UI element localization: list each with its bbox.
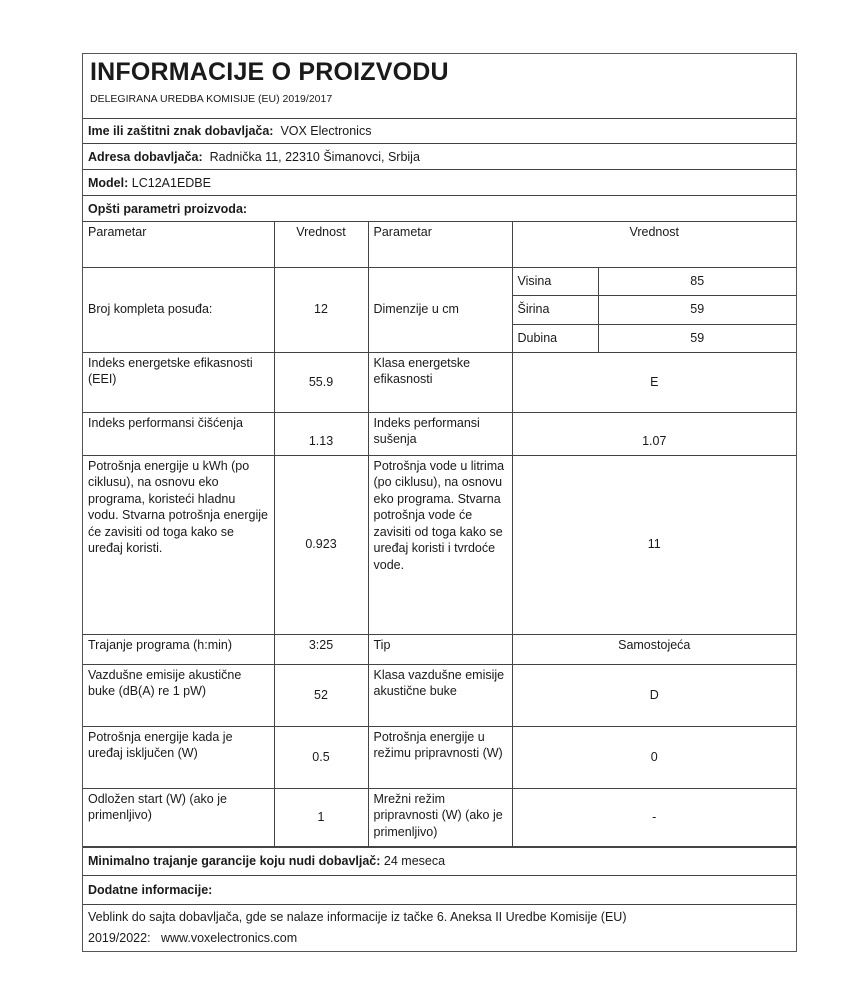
off-mode-power-value: 0.5 <box>274 726 368 788</box>
height-value: 85 <box>598 267 796 295</box>
water-consumption-label: Potrošnja vode u litrima (po ciklusu), na osnovu eko programa. Stvarna potrošnja vode će zavisiti od toga kako se uređaj koristi i tvrdoće vode. <box>368 455 512 634</box>
model-value: LC12A1EDBE <box>131 175 211 190</box>
noise-emission-label: Vazdušne emisije akustične buke (dB(A) re 1 pW) <box>83 664 274 726</box>
supplier-name-label: Ime ili zaštitni znak dobavljača: <box>88 124 274 138</box>
program-duration-value: 3:25 <box>274 634 368 664</box>
dimensions-label: Dimenzije u cm <box>368 267 512 352</box>
supplier-address-value: Radnička 11, 22310 Šimanovci, Srbija <box>209 149 420 164</box>
type-label: Tip <box>368 634 512 664</box>
energy-consumption-value: 0.923 <box>274 455 368 634</box>
product-information-sheet <box>82 53 797 952</box>
depth-label: Dubina <box>512 324 598 352</box>
place-settings-label: Broj kompleta posuđa: <box>83 267 274 352</box>
type-value: Samostojeća <box>512 634 796 664</box>
energy-class-value: E <box>512 352 796 412</box>
noise-class-label: Klasa vazdušne emisije akustične buke <box>368 664 512 726</box>
supplier-name-value: VOX Electronics <box>280 124 372 138</box>
network-standby-label: Mrežni režim pripravnosti (W) (ako je primenljivo) <box>368 788 512 846</box>
regulation-subtitle: DELEGIRANA UREDBA KOMISIJE (EU) 2019/2017 <box>90 93 333 105</box>
place-settings-value: 12 <box>274 267 368 352</box>
additional-info-row <box>83 876 796 905</box>
table-header-row <box>83 222 796 267</box>
additional-info-label: Dodatne informacije: <box>88 882 213 897</box>
water-consumption-value: 11 <box>512 455 796 634</box>
standby-power-label: Potrošnja energije u režimu pripravnosti (W) <box>368 726 512 788</box>
document-header <box>83 54 796 119</box>
model-label: Model: <box>88 175 129 190</box>
weblink-row <box>83 905 796 951</box>
drying-index-value: 1.07 <box>512 412 796 455</box>
width-label: Širina <box>512 295 598 324</box>
supplier-name-row <box>83 119 796 144</box>
noise-emission-value: 52 <box>274 664 368 726</box>
general-params-row <box>83 196 796 222</box>
table-row <box>83 634 796 664</box>
page-title: INFORMACIJE O PROIZVODU <box>90 58 449 86</box>
network-standby-value: - <box>512 788 796 846</box>
weblink-url[interactable]: www.voxelectronics.com <box>160 930 298 945</box>
standby-power-value: 0 <box>512 726 796 788</box>
warranty-row <box>83 847 796 876</box>
table-row <box>83 267 796 295</box>
table-row <box>83 788 796 846</box>
delay-start-value: 1 <box>274 788 368 846</box>
parameters-table <box>83 222 796 847</box>
eei-value: 55.9 <box>274 352 368 412</box>
program-duration-label: Trajanje programa (h:min) <box>83 634 274 664</box>
cleaning-index-value: 1.13 <box>274 412 368 455</box>
cleaning-index-label: Indeks performansi čišćenja <box>83 412 274 455</box>
table-row <box>83 726 796 788</box>
drying-index-label: Indeks performansi sušenja <box>368 412 512 455</box>
table-row <box>83 412 796 455</box>
general-params-label: Opšti parametri proizvoda: <box>88 201 248 216</box>
weblink-text: Veblink do sajta dobavljača, gde se nalaze informacije iz tačke 6. Aneksa II Uredbe Komisije (EU) 2019/2022: <box>88 909 627 945</box>
delay-start-label: Odložen start (W) (ako je primenljivo) <box>83 788 274 846</box>
warranty-label: Minimalno trajanje garancije koju nudi dobavljač: <box>88 854 381 868</box>
header-parameter-2: Parametar <box>368 222 512 267</box>
header-value-2: Vrednost <box>512 222 796 267</box>
header-value-1: Vrednost <box>274 222 368 267</box>
warranty-value: 24 meseca <box>383 854 446 868</box>
model-row <box>83 170 796 196</box>
noise-class-value: D <box>512 664 796 726</box>
header-parameter-1: Parametar <box>83 222 274 267</box>
off-mode-power-label: Potrošnja energije kada je uređaj isključen (W) <box>83 726 274 788</box>
table-row <box>83 352 796 412</box>
eei-label: Indeks energetske efikasnosti (EEI) <box>83 352 274 412</box>
height-label: Visina <box>512 267 598 295</box>
table-row <box>83 455 796 634</box>
table-row <box>83 664 796 726</box>
depth-value: 59 <box>598 324 796 352</box>
energy-class-label: Klasa energetske efikasnosti <box>368 352 512 412</box>
supplier-address-label: Adresa dobavljača: <box>88 149 203 164</box>
energy-consumption-label: Potrošnja energije u kWh (po ciklusu), na osnovu eko programa, koristeći hladnu vodu. Stvarna potrošnja energije će zavisiti od toga kako se uređaj koristi. <box>83 455 274 634</box>
width-value: 59 <box>598 295 796 324</box>
supplier-address-row <box>83 144 796 170</box>
